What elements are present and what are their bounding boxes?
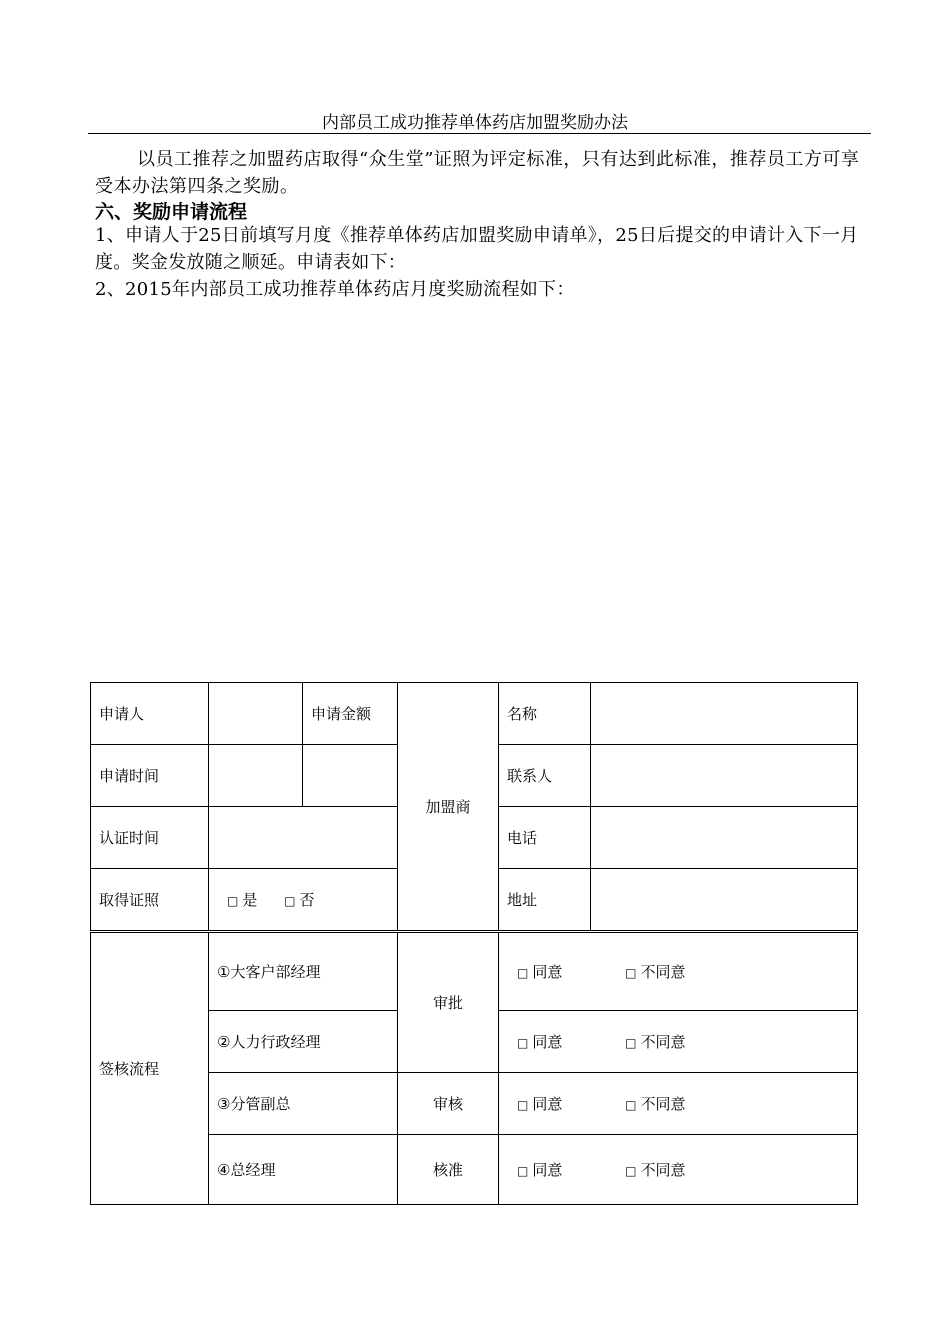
phone-field[interactable] [591,807,858,869]
address-field[interactable] [591,869,858,932]
confirm-label: 核准 [398,1135,499,1205]
address-label: 地址 [499,869,591,932]
checkbox-icon: □ [517,1036,529,1050]
disagree-option[interactable]: □ 不同意 [625,1095,686,1113]
signoff-row-1 [91,932,858,1011]
checkbox-icon: □ [517,1164,529,1178]
review-label: 审核 [398,1073,499,1135]
agree-option[interactable]: □ 同意 [517,1033,563,1051]
checkbox-icon: □ [625,966,637,980]
approve-label: 审批 [398,932,499,1073]
signer-4: ④总经理 [209,1135,398,1205]
amount-field[interactable] [303,745,398,807]
applicant-label: 申请人 [91,683,209,745]
yes-option[interactable]: □ 是 [227,891,258,909]
no-option[interactable]: □ 否 [284,891,315,909]
checkbox-icon: □ [227,894,239,908]
decision-4 [499,1135,858,1205]
contact-label: 联系人 [499,745,591,807]
cert-obtained-options [209,869,398,932]
apply-time-label: 申请时间 [91,745,209,807]
application-form-table [90,682,858,1205]
form-row-applicant [91,683,858,745]
amount-label: 申请金额 [303,683,398,745]
disagree-option[interactable]: □ 不同意 [625,1033,686,1051]
page-header-title: 内部员工成功推荐单体药店加盟奖励办法 [322,113,628,133]
checkbox-icon: □ [625,1036,637,1050]
phone-label: 电话 [499,807,591,869]
signer-3: ③分管副总 [209,1073,398,1135]
cert-obtained-label: 取得证照 [91,869,209,932]
checkbox-icon: □ [625,1098,637,1112]
checkbox-icon: □ [625,1164,637,1178]
checkbox-icon: □ [517,1098,529,1112]
agree-option[interactable]: □ 同意 [517,1095,563,1113]
checkbox-icon: □ [517,966,529,980]
signoff-label: 签核流程 [91,932,209,1205]
paragraph-criteria: 以员工推荐之加盟药店取得“众生堂”证照为评定标准，只有达到此标准，推荐员工方可享受本办法第四条之奖励。 [95,149,860,197]
section-heading: 六、奖励申请流程 [95,201,248,223]
disagree-option[interactable]: □ 不同意 [625,963,686,981]
applicant-field[interactable] [209,683,303,745]
decision-3 [499,1073,858,1135]
agree-option[interactable]: □ 同意 [517,1161,563,1179]
decision-1 [499,932,858,1011]
checkbox-icon: □ [284,894,296,908]
signer-1: ①大客户部经理 [209,932,398,1011]
cert-time-label: 认证时间 [91,807,209,869]
franchisee-label: 加盟商 [398,683,499,932]
contact-field[interactable] [591,745,858,807]
name-label: 名称 [499,683,591,745]
disagree-option[interactable]: □ 不同意 [625,1161,686,1179]
paragraph-step-1: 1、申请人于25日前填写月度《推荐单体药店加盟奖励申请单》，25日后提交的申请计入下一月度。奖金发放随之顺延。申请表如下： [95,225,859,273]
agree-option[interactable]: □ 同意 [517,963,563,981]
decision-2 [499,1011,858,1073]
paragraph-step-2: 2、2015年内部员工成功推荐单体药店月度奖励流程如下： [95,279,575,300]
signer-2: ②人力行政经理 [209,1011,398,1073]
header-divider [88,133,871,134]
cert-time-field[interactable] [209,807,398,869]
name-field[interactable] [591,683,858,745]
apply-time-field[interactable] [209,745,303,807]
